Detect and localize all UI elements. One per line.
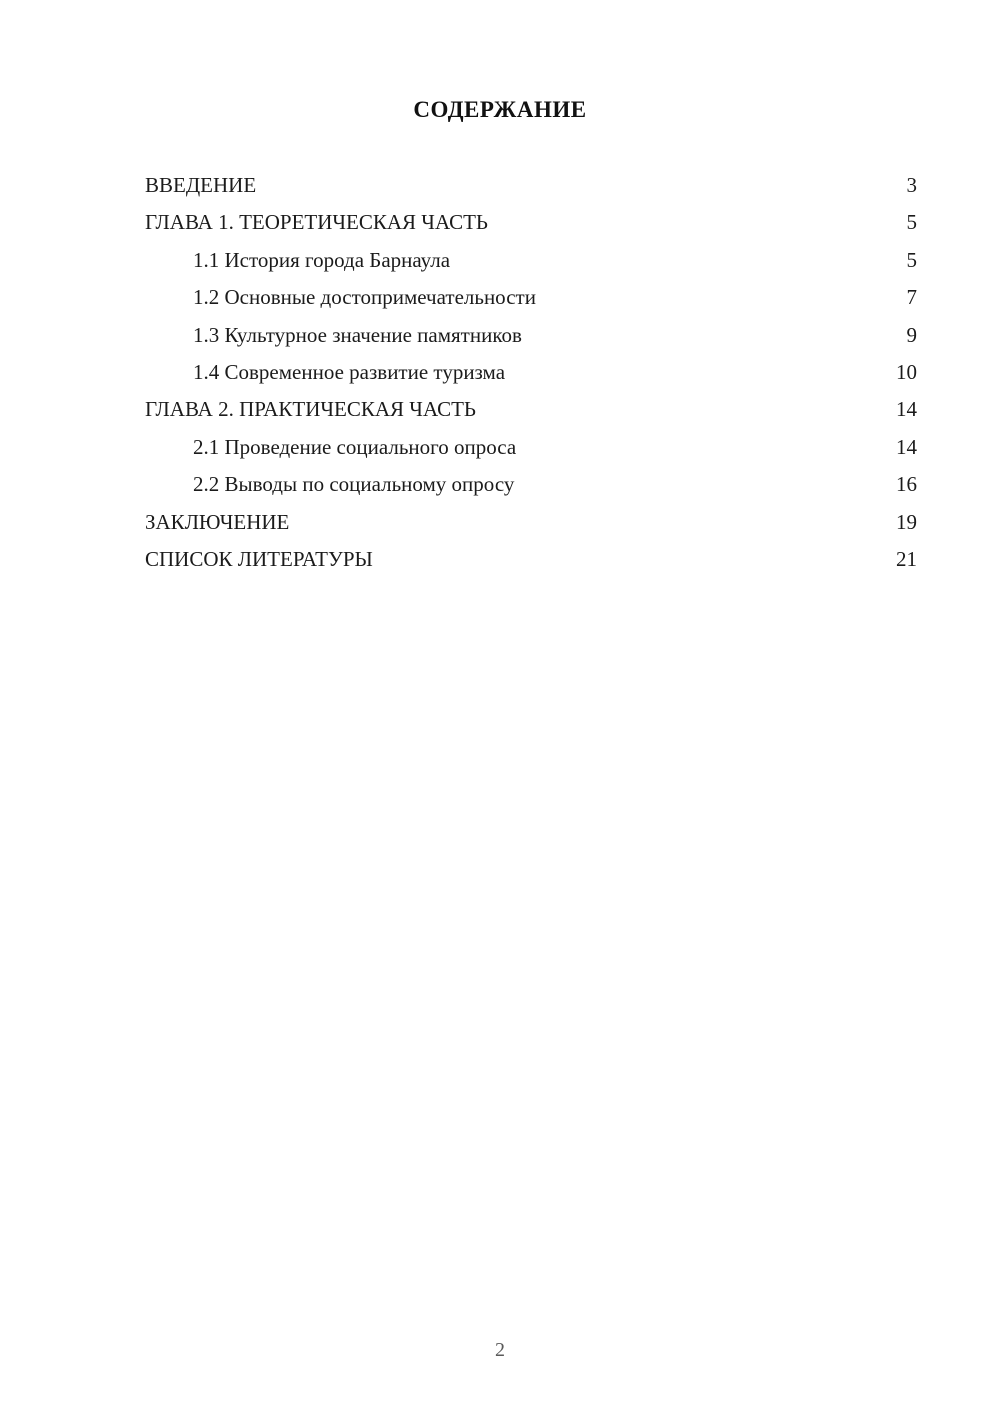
toc-entry-page: 16 [896, 472, 917, 497]
toc-list [145, 167, 917, 578]
toc-entry [145, 466, 917, 503]
toc-entry-label: 1.1 История города Барнаула [193, 247, 451, 272]
toc-entry-label: 2.1 Проведение социального опроса [193, 434, 517, 459]
toc-entry-page: 5 [906, 210, 917, 235]
toc-entry-label: 1.3 Культурное значение памятников [193, 322, 522, 347]
toc-entry-page: 7 [906, 285, 917, 310]
toc-entry [145, 541, 917, 578]
footer-page-number: 2 [495, 1339, 505, 1361]
toc-entry-label: ВВЕДЕНИЕ [145, 173, 257, 197]
toc-entry-label: 2.2 Выводы по социальному опросу [193, 472, 515, 497]
toc-entry-page: 5 [906, 247, 917, 272]
toc-entry [145, 204, 917, 241]
toc-entry [145, 504, 917, 541]
toc-entry-page: 19 [896, 509, 917, 534]
toc-entry [145, 279, 917, 316]
toc-entry-page: 10 [896, 360, 917, 385]
toc-entry [145, 429, 917, 466]
toc-entry-label: 1.4 Современное развитие туризма [193, 360, 506, 385]
toc-entry [145, 354, 917, 391]
toc-entry-label: ГЛАВА 1. ТЕОРЕТИЧЕСКАЯ ЧАСТЬ [145, 210, 488, 235]
toc-entry-page: 14 [896, 434, 917, 459]
page-title: СОДЕРЖАНИЕ [413, 97, 587, 122]
toc-entry-page: 21 [896, 547, 917, 572]
toc-entry-page: 14 [896, 397, 917, 422]
toc-entry-label: 1.2 Основные достопримечательности [193, 285, 536, 310]
toc-entry-page: 3 [906, 173, 917, 197]
toc-entry [145, 391, 917, 428]
toc-entry [145, 167, 917, 204]
toc-entry [145, 242, 917, 279]
toc-entry [145, 317, 917, 354]
toc-entry-page: 9 [906, 322, 917, 347]
toc-entry-label: СПИСОК ЛИТЕРАТУРЫ [145, 547, 373, 572]
toc-entry-label: ГЛАВА 2. ПРАКТИЧЕСКАЯ ЧАСТЬ [145, 397, 476, 422]
toc-entry-label: ЗАКЛЮЧЕНИЕ [145, 509, 290, 534]
